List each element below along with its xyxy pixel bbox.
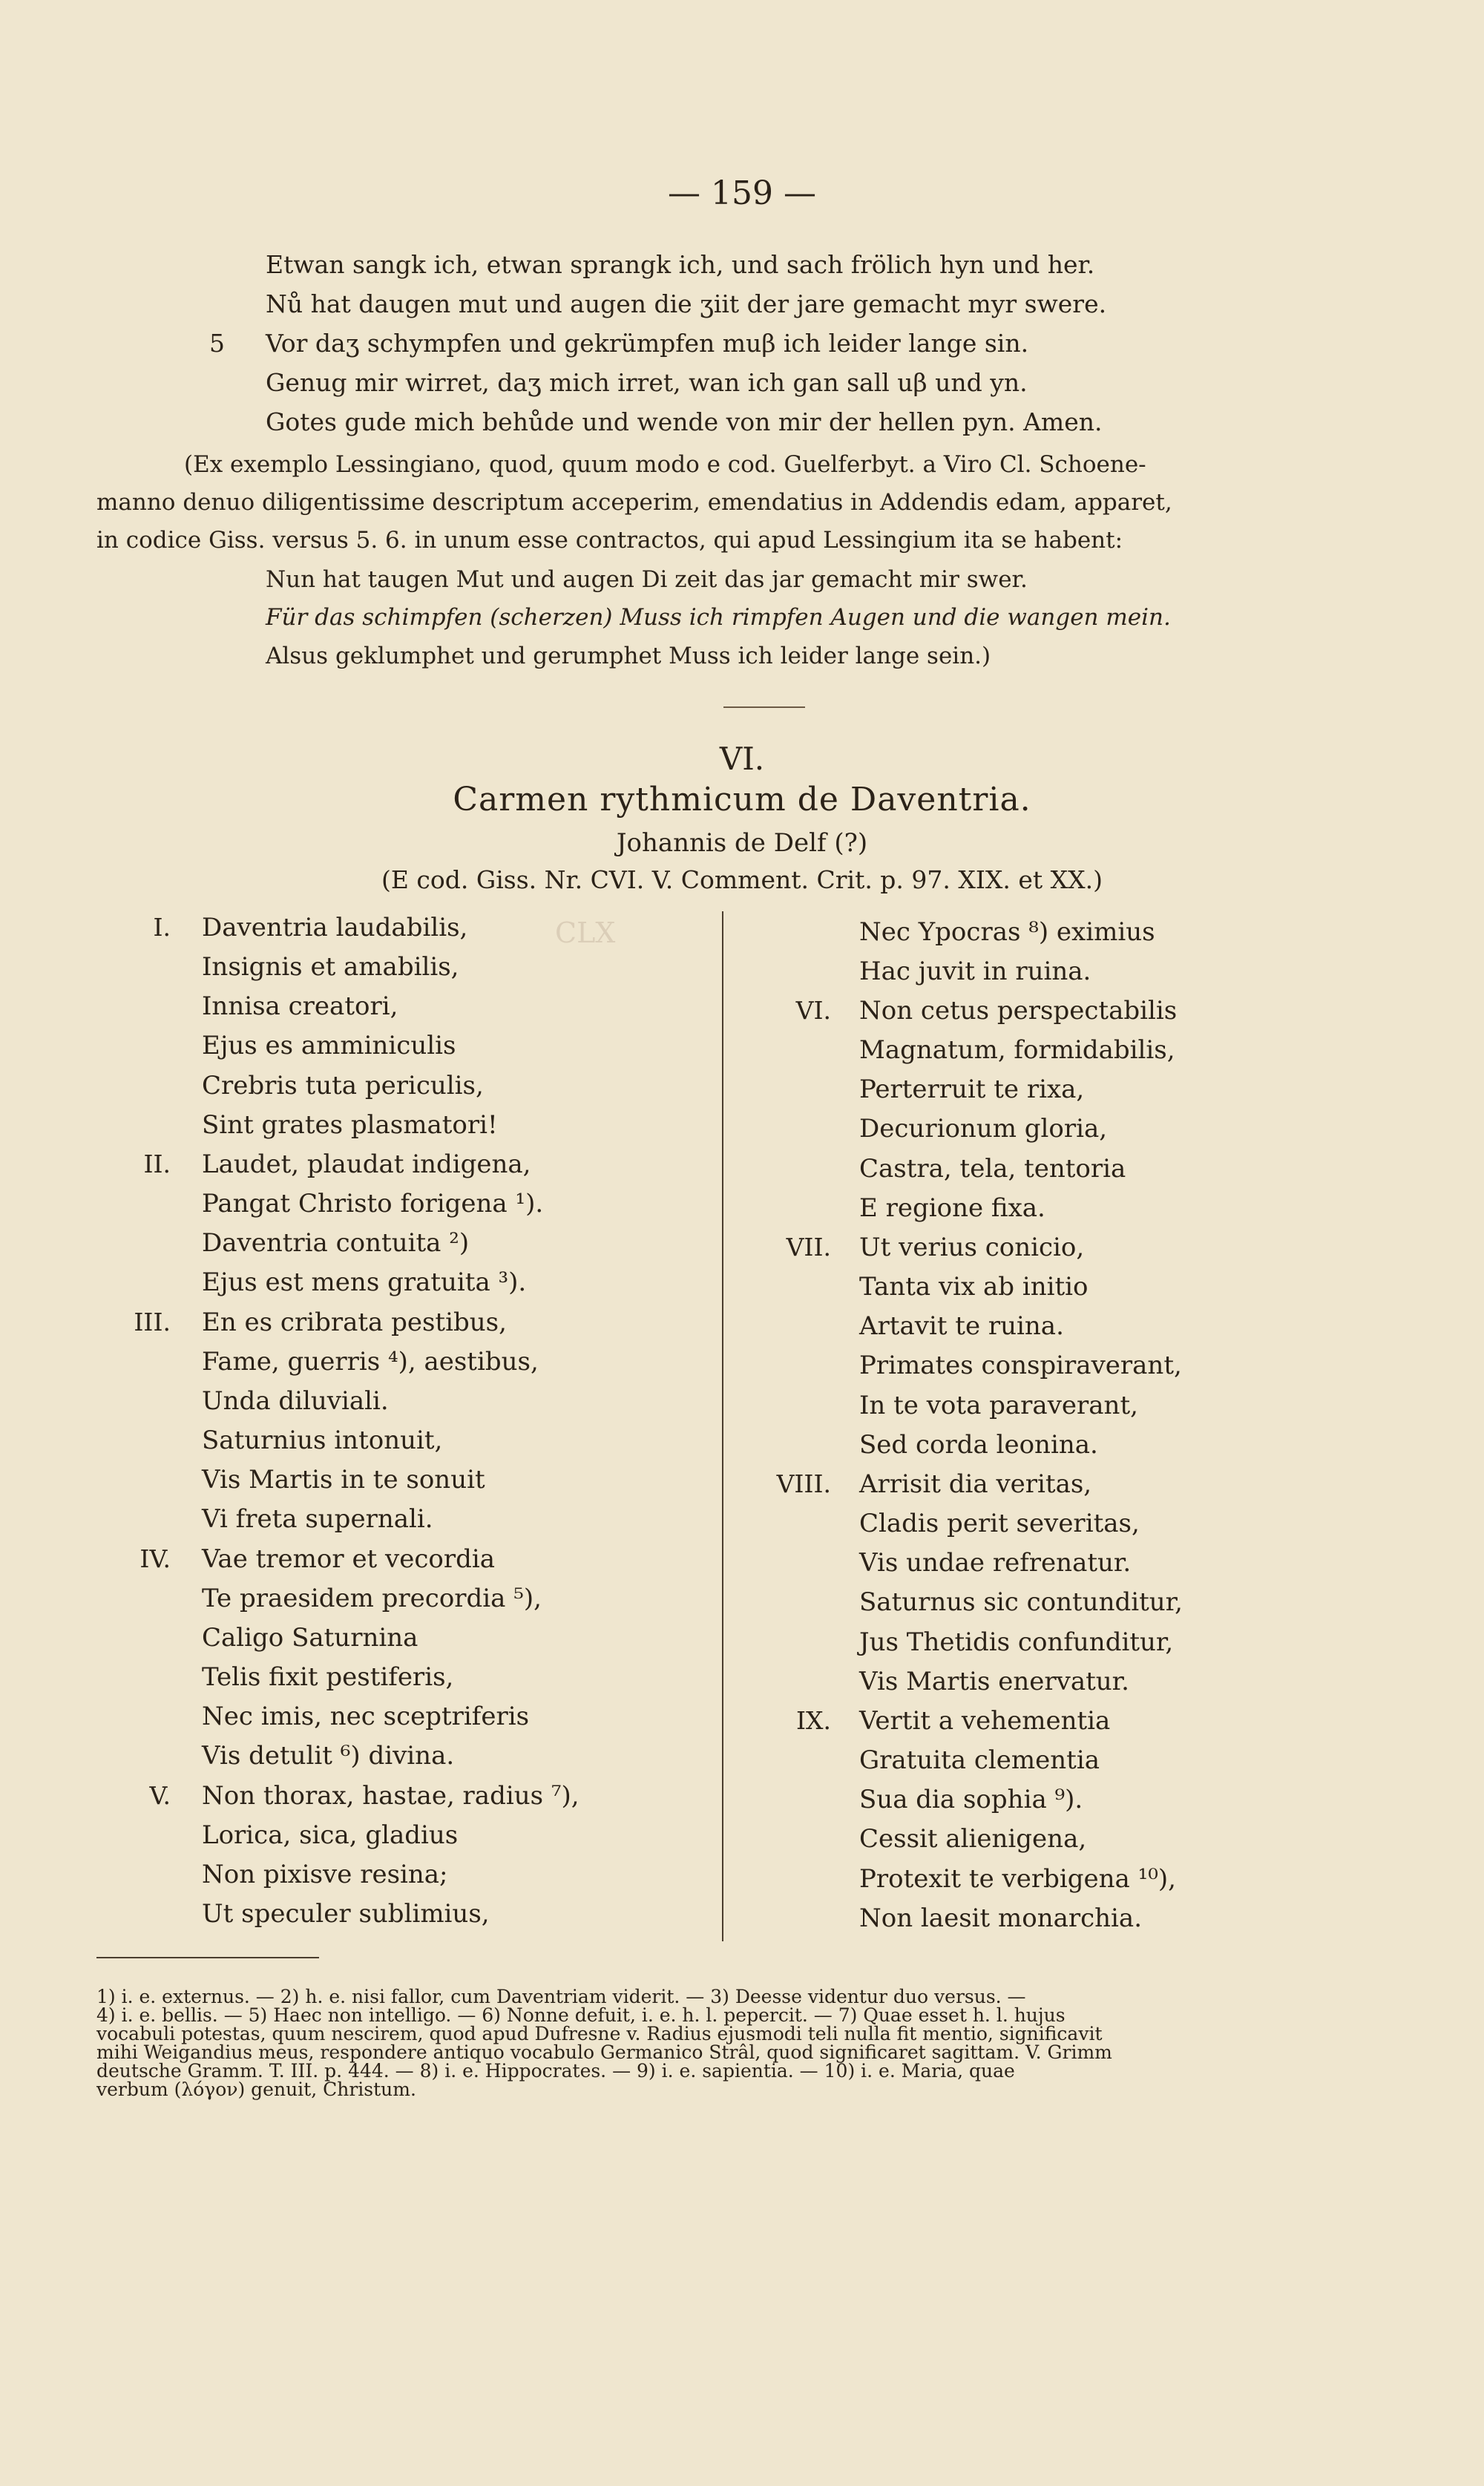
note-line: manno denuo diligentissime descriptum acceperim, emendatius in Addendis edam, apparet, — [96, 489, 1172, 516]
section-divider — [723, 706, 805, 708]
footnote-line: mihi Weigandius meus, respondere antiquo vocabulo Germanico Strâl, quod significaret sagittam. V. Grimm — [96, 2041, 1112, 2063]
stanza-number: VI. — [795, 996, 831, 1025]
verse-line: Insignis et amabilis, — [202, 952, 459, 982]
verse-line: Vi freta supernali. — [202, 1504, 433, 1534]
verse-line: Te praesidem precordia ⁵), — [202, 1584, 542, 1613]
note-line: in codice Giss. versus 5. 6. in unum esse contractos, qui apud Lessingium ita se habent: — [96, 527, 1123, 554]
verse-line: Primates conspiraverant, — [859, 1351, 1182, 1380]
stanza-number: I. — [153, 913, 171, 942]
stanza-number: VII. — [786, 1233, 831, 1262]
poem-line: Gotes gude mich behůde und wende von mir der hellen pyn. Amen. — [266, 407, 1103, 436]
stanza-number: VIII. — [776, 1469, 831, 1498]
verse-line: Caligo Saturnina — [202, 1623, 418, 1653]
footnote-line: deutsche Gramm. T. III. p. 444. — 8) i. e. Hippocrates. — 9) i. e. sapientia. — 10) i. e. Maria, quae — [96, 2060, 1015, 2082]
poem-line: Vor daʒ schympfen und gekrümpfen muβ ich leider lange sin. — [266, 329, 1029, 358]
verse-line: Vae tremor et vecordia — [202, 1544, 496, 1574]
verse-line: Nec imis, nec sceptriferis — [202, 1702, 530, 1731]
verse-line: Sint grates plasmatori! — [202, 1110, 498, 1140]
verse-line: Gratuita clementia — [859, 1745, 1100, 1775]
stanza-number: IX. — [795, 1706, 831, 1735]
verse-line: Ejus est mens gratuita ³). — [202, 1267, 527, 1297]
stanza-number: III. — [134, 1308, 171, 1337]
stanza-number: IV. — [139, 1544, 171, 1573]
verse-line: Crebris tuta periculis, — [202, 1071, 484, 1101]
verse-line: Non thorax, hastae, radius ⁷), — [202, 1781, 580, 1811]
footnote-rule — [96, 1957, 319, 1958]
verse-line: Ut verius conicio, — [859, 1233, 1085, 1262]
verse-line: Nec Ypocras ⁸) eximius — [859, 917, 1155, 947]
source-citation: (E cod. Giss. Nr. CVI. V. Comment. Crit. p. 97. XIX. et XX.) — [381, 865, 1103, 894]
footnotes — [96, 1987, 1384, 2099]
column-separator — [722, 911, 723, 1941]
poem-line: Nů hat daugen mut und augen die ʒiit der jare gemacht myr swere. — [266, 289, 1107, 318]
verse-line: En es cribrata pestibus, — [202, 1308, 507, 1337]
verse-line: Cessit alienigena, — [859, 1824, 1087, 1854]
verse-line: Sed corda leonina. — [859, 1430, 1098, 1460]
verse-line: Non laesit monarchia. — [859, 1903, 1143, 1933]
library-stamp: CLX — [555, 916, 616, 949]
verse-line: Jus Thetidis confunditur, — [859, 1627, 1174, 1657]
verse-line: Magnatum, formidabilis, — [859, 1035, 1175, 1065]
verse-line: Fame, guerris ⁴), aestibus, — [202, 1347, 539, 1377]
footnote-line: 4) i. e. bellis. — 5) Haec non intelligo. — 6) Nonne defuit, i. e. h. l. pepercit. — 7) Quae esset h. l. hujus — [96, 2004, 1066, 2026]
verse-line: Non cetus perspectabilis — [859, 996, 1178, 1026]
verse-line: Tanta vix ab initio — [859, 1272, 1089, 1302]
verse-line: Vis Martis enervatur. — [859, 1667, 1129, 1696]
verse-line: Decurionum gloria, — [859, 1114, 1108, 1144]
poem-title: Carmen rythmicum de Daventria. — [453, 781, 1031, 819]
section-number: VI. — [719, 741, 765, 777]
verse-line: Daventria laudabilis, — [202, 913, 468, 942]
footnote-line: vocabuli potestas, quum nescirem, quod apud Dufresne v. Radius ejusmodi teli nulla fit mentio, significavit — [96, 2023, 1103, 2044]
verse-line: Laudet, plaudat indigena, — [202, 1149, 531, 1179]
verse-line: Vertit a vehementia — [859, 1706, 1111, 1736]
verse-line: Vis undae refrenatur. — [859, 1548, 1132, 1578]
verse-line: Protexit te verbigena ¹⁰), — [859, 1864, 1176, 1894]
stanza-number: V. — [149, 1781, 171, 1810]
verse-line: Cladis perit severitas, — [859, 1509, 1140, 1538]
verse-line: Telis fixit pestiferis, — [202, 1662, 454, 1692]
verse-line: Saturnus sic contunditur, — [859, 1587, 1183, 1617]
verse-line: Arrisit dia veritas, — [859, 1469, 1092, 1499]
verse-line: Artavit te ruina. — [859, 1311, 1064, 1341]
verse-line: Unda diluviali. — [202, 1386, 389, 1416]
verse-line: Castra, tela, tentoria — [859, 1154, 1126, 1184]
verse-line: Ut speculer sublimius, — [202, 1899, 490, 1929]
verse-line: E regione fixa. — [859, 1193, 1045, 1223]
footnote-line: 1) i. e. externus. — 2) h. e. nisi fallor, cum Daventriam viderit. — 3) Deesse videntur duo versus. — — [96, 1986, 1026, 2007]
verse-line: Sua dia sophia ⁹). — [859, 1785, 1083, 1814]
verse-line: Vis detulit ⁶) divina. — [202, 1741, 455, 1771]
verse-line: Ejus es amminiculis — [202, 1031, 456, 1060]
poem-author: Johannis de Delf (?) — [616, 828, 868, 858]
verse-line: Hac juvit in ruina. — [859, 957, 1091, 986]
note-line: (Ex exemplo Lessingiano, quod, quum modo e cod. Guelferbyt. a Viro Cl. Schoene- — [184, 451, 1146, 478]
quoted-verse: Alsus geklumphet und gerumphet Muss ich leider lange sein.) — [266, 643, 991, 669]
verse-line: Innisa creatori, — [202, 991, 398, 1021]
verse-line: In te vota paraverant, — [859, 1391, 1138, 1420]
poem-line: Genug mir wirret, daʒ mich irret, wan ich gan sall uβ und yn. — [266, 368, 1028, 397]
verse-line: Saturnius intonuit, — [202, 1426, 443, 1455]
verse-line: Lorica, sica, gladius — [202, 1820, 459, 1850]
poem-line: Etwan sangk ich, etwan sprangk ich, und sach frölich hyn und her. — [266, 250, 1095, 279]
verse-line: Non pixisve resina; — [202, 1860, 448, 1889]
verse-line: Daventria contuita ²) — [202, 1228, 470, 1258]
line-number: 5 — [209, 329, 225, 358]
verse-line: Perterruit te rixa, — [859, 1075, 1085, 1104]
quoted-verse: Nun hat taugen Mut und augen Di zeit das jar gemacht mir swer. — [266, 566, 1028, 593]
footnote-line: verbum (λόγον) genuit, Christum. — [96, 2079, 416, 2100]
verse-line: Vis Martis in te sonuit — [202, 1465, 485, 1495]
stanza-number: II. — [143, 1149, 171, 1178]
quoted-verse: Für das schimpfen (scherzen) Muss ich rimpfen Augen und die wangen mein. — [266, 604, 1171, 631]
verse-line: Pangat Christo forigena ¹). — [202, 1189, 544, 1219]
page-number: — 159 — — [668, 174, 816, 212]
